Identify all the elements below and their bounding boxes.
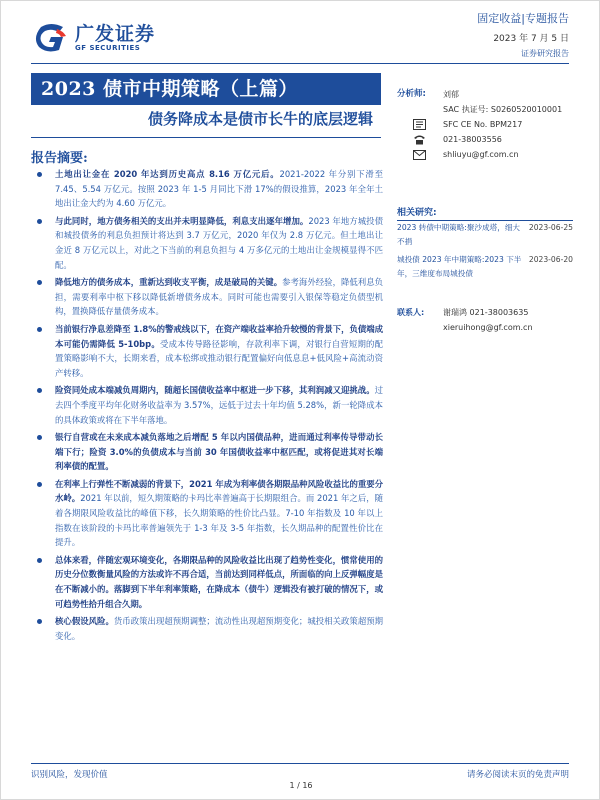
related-research-heading: 相关研究:	[397, 205, 573, 221]
summary-bullet	[37, 383, 383, 427]
summary-bullet	[37, 167, 383, 211]
logo-english-name: GF SECURITIES	[75, 43, 141, 52]
bullet-text: 货币政策出现超预期调整；流动性出现超预期变化；城投相关政策超预期变化。	[55, 616, 384, 641]
bullet-dot-icon	[37, 619, 42, 624]
footer-divider	[31, 763, 569, 764]
gf-securities-logo	[35, 23, 155, 53]
summary-bullet	[37, 477, 383, 550]
bullet-dot-icon	[37, 388, 42, 393]
contact-info	[397, 305, 573, 335]
bullet-text: 受成本传导路径影响，存款利率下调，对银行自营短期的配置策略影响不大，长期来看，成本松绑或推动银行配置偏好向低息息+低风险+高流动资产转移。	[55, 338, 384, 378]
header-meta	[477, 11, 569, 59]
report-type: 固定收益|专题报告	[477, 12, 569, 25]
related-research-item[interactable]	[397, 253, 573, 281]
bullet-lead: 险资同处成本端减负周期内，随超长国债收益率中枢进一步下移，其利润减又迎挑战。	[55, 385, 375, 396]
summary-bullet	[37, 214, 383, 272]
report-department: 证券研究报告	[521, 49, 569, 58]
related-research-date: 2023-06-25	[528, 223, 573, 232]
report-date: 2023 年 7 月 5 日	[493, 34, 569, 44]
bullet-lead: 总体来看，伴随宏观环境变化，各期限品种的风险收益比出现了趋势性变化，惯常使用的历史分位数衡量风险的方法或许不再合适，当前达到同样低点，所面临的向上反弹幅度是在不断减小的。落脚到下半年利率策略，在降成本（债牛）逻辑没有被打破的情况下，或可趋势性拾升组合久期。	[55, 554, 383, 609]
analyst-name: 刘郁	[443, 90, 459, 99]
related-research-list	[397, 221, 573, 285]
bullet-dot-icon	[37, 280, 42, 285]
header-divider	[31, 63, 569, 64]
contact-email[interactable]: xieruihong@gf.com.cn	[443, 323, 533, 332]
analyst-sac-number: SAC 执证号: S0260520010001	[443, 105, 563, 114]
bullet-dot-icon	[37, 482, 42, 487]
bullet-lead: 在利率上行弹性不断减弱的背景下，2021 年成为利率债各期限品种风险收益比的重要分水岭。	[55, 478, 383, 504]
phone-icon	[397, 132, 443, 147]
bullet-text: 过去四个季度平均年化财务收益率为 3.57%，远低于过去十年均值 5.28%，新一轮降成本的具体政策或将在下半年落地。	[55, 385, 383, 425]
bullet-text: 2021-2022 年分别下滑至 7.45、5.54 万亿元。按照 2023 年 1-5 月同比下滑 17%的假设推算，2023 年全年土地出让金大约为 4.60 万亿元。	[55, 169, 384, 209]
summary-bullet	[37, 430, 383, 474]
footer-disclaimer: 请务必阅读末页的免责声明	[466, 770, 569, 780]
summary-bullet	[37, 322, 383, 380]
bullet-lead: 当前银行净息差降至 1.8%的警戒线以下，在资产端收益率拾升较慢的背景下，负债端成本可能仍需降低 5-10bp。	[55, 323, 383, 349]
gf-logo-icon	[35, 23, 69, 53]
analyst-email[interactable]: shliuyu@gf.com.cn	[443, 150, 519, 159]
bullet-text: 参考海外经验，降低利息负担，需要利率中枢下移以降低新增债务成本。同时可能也需要引入银保等稳定负债型机构，置换降低存量债务成本。	[55, 277, 384, 317]
related-research-item[interactable]	[397, 221, 573, 249]
bullet-lead: 土地出让金在 2020 年达到历史高点 8.16 万亿元后。	[55, 169, 280, 179]
bullet-text: 2023 年地方城投债和城投债务的利息负担预计将达到 3.7 万亿元，2020 年仅为 2.8 万亿元。但土地出让金近 8 万亿元以上，对此之下当前的利息负担与 4 万多亿元的土地出让金规模显得不匹配。	[55, 215, 384, 270]
analyst-phone: 021-38003556	[443, 135, 502, 144]
contact-phone: 谢瑞鸿 021-38003635	[443, 308, 529, 317]
summary-bullets	[37, 167, 383, 646]
bullet-dot-icon	[37, 435, 42, 440]
subtitle-divider	[31, 137, 381, 138]
bullet-dot-icon	[37, 172, 42, 177]
related-research-title[interactable]: 城投债 2023 年中期策略:2023 下半年，三维度布局城投债	[397, 255, 522, 278]
bullet-lead: 核心假设风险。	[55, 616, 114, 627]
bullet-text: 2021 年以前，短久期策略的卡玛比率普遍高于长期限组合。而 2021 年之后，随着各期限风险收益比的峰值下移，长久期策略的性价比凸显。7-10 年指数及 10 年以上指数在该阶段的卡玛比率普遍领先于 1-3 年及 3-5 年指数，长久期品种的配置性价比在提升。	[55, 493, 383, 548]
report-subtitle: 债务降成本是债市长牛的底层逻辑	[147, 110, 373, 128]
footer-slogan: 识别风险，发现价值	[31, 770, 108, 780]
related-research-title[interactable]: 2023 转债中期策略:聚沙成塔，细大不捐	[397, 223, 521, 246]
summary-bullet	[37, 275, 383, 319]
page-number: 1 / 16	[289, 781, 313, 790]
summary-heading: 报告摘要:	[31, 151, 88, 166]
email-icon	[397, 147, 443, 162]
related-research-date: 2023-06-20	[528, 255, 573, 264]
analyst-info	[397, 87, 573, 162]
logo-chinese-name: 广发证券	[75, 22, 156, 45]
bullet-lead: 银行自营或在未来成本减负落地之后增配 5 年以内国债品种，进而通过利率传导带动长端下行；险资 3.0%的负债成本与当前 30 年国债收益率中枢匹配，或将促进其对长端利率债的配置。	[55, 432, 383, 472]
analyst-sfc-number: SFC CE No. BPM217	[443, 120, 523, 129]
bullet-dot-icon	[37, 558, 42, 563]
contact-label: 联系人:	[397, 308, 425, 317]
id-card-icon	[397, 117, 443, 132]
bullet-lead: 降低地方的债务成本，重新达到收支平衡，成是破局的关键。	[55, 277, 283, 288]
summary-bullet	[37, 553, 383, 611]
bullet-dot-icon	[37, 219, 42, 224]
bullet-dot-icon	[37, 327, 42, 332]
summary-bullet	[37, 614, 383, 643]
report-title: 2023 债市中期策略（上篇）	[31, 73, 381, 105]
bullet-lead: 与此同时，地方债务相关的支出并未明显降低，利息支出逐年增加。	[55, 215, 309, 226]
analyst-label: 分析师:	[397, 89, 426, 99]
